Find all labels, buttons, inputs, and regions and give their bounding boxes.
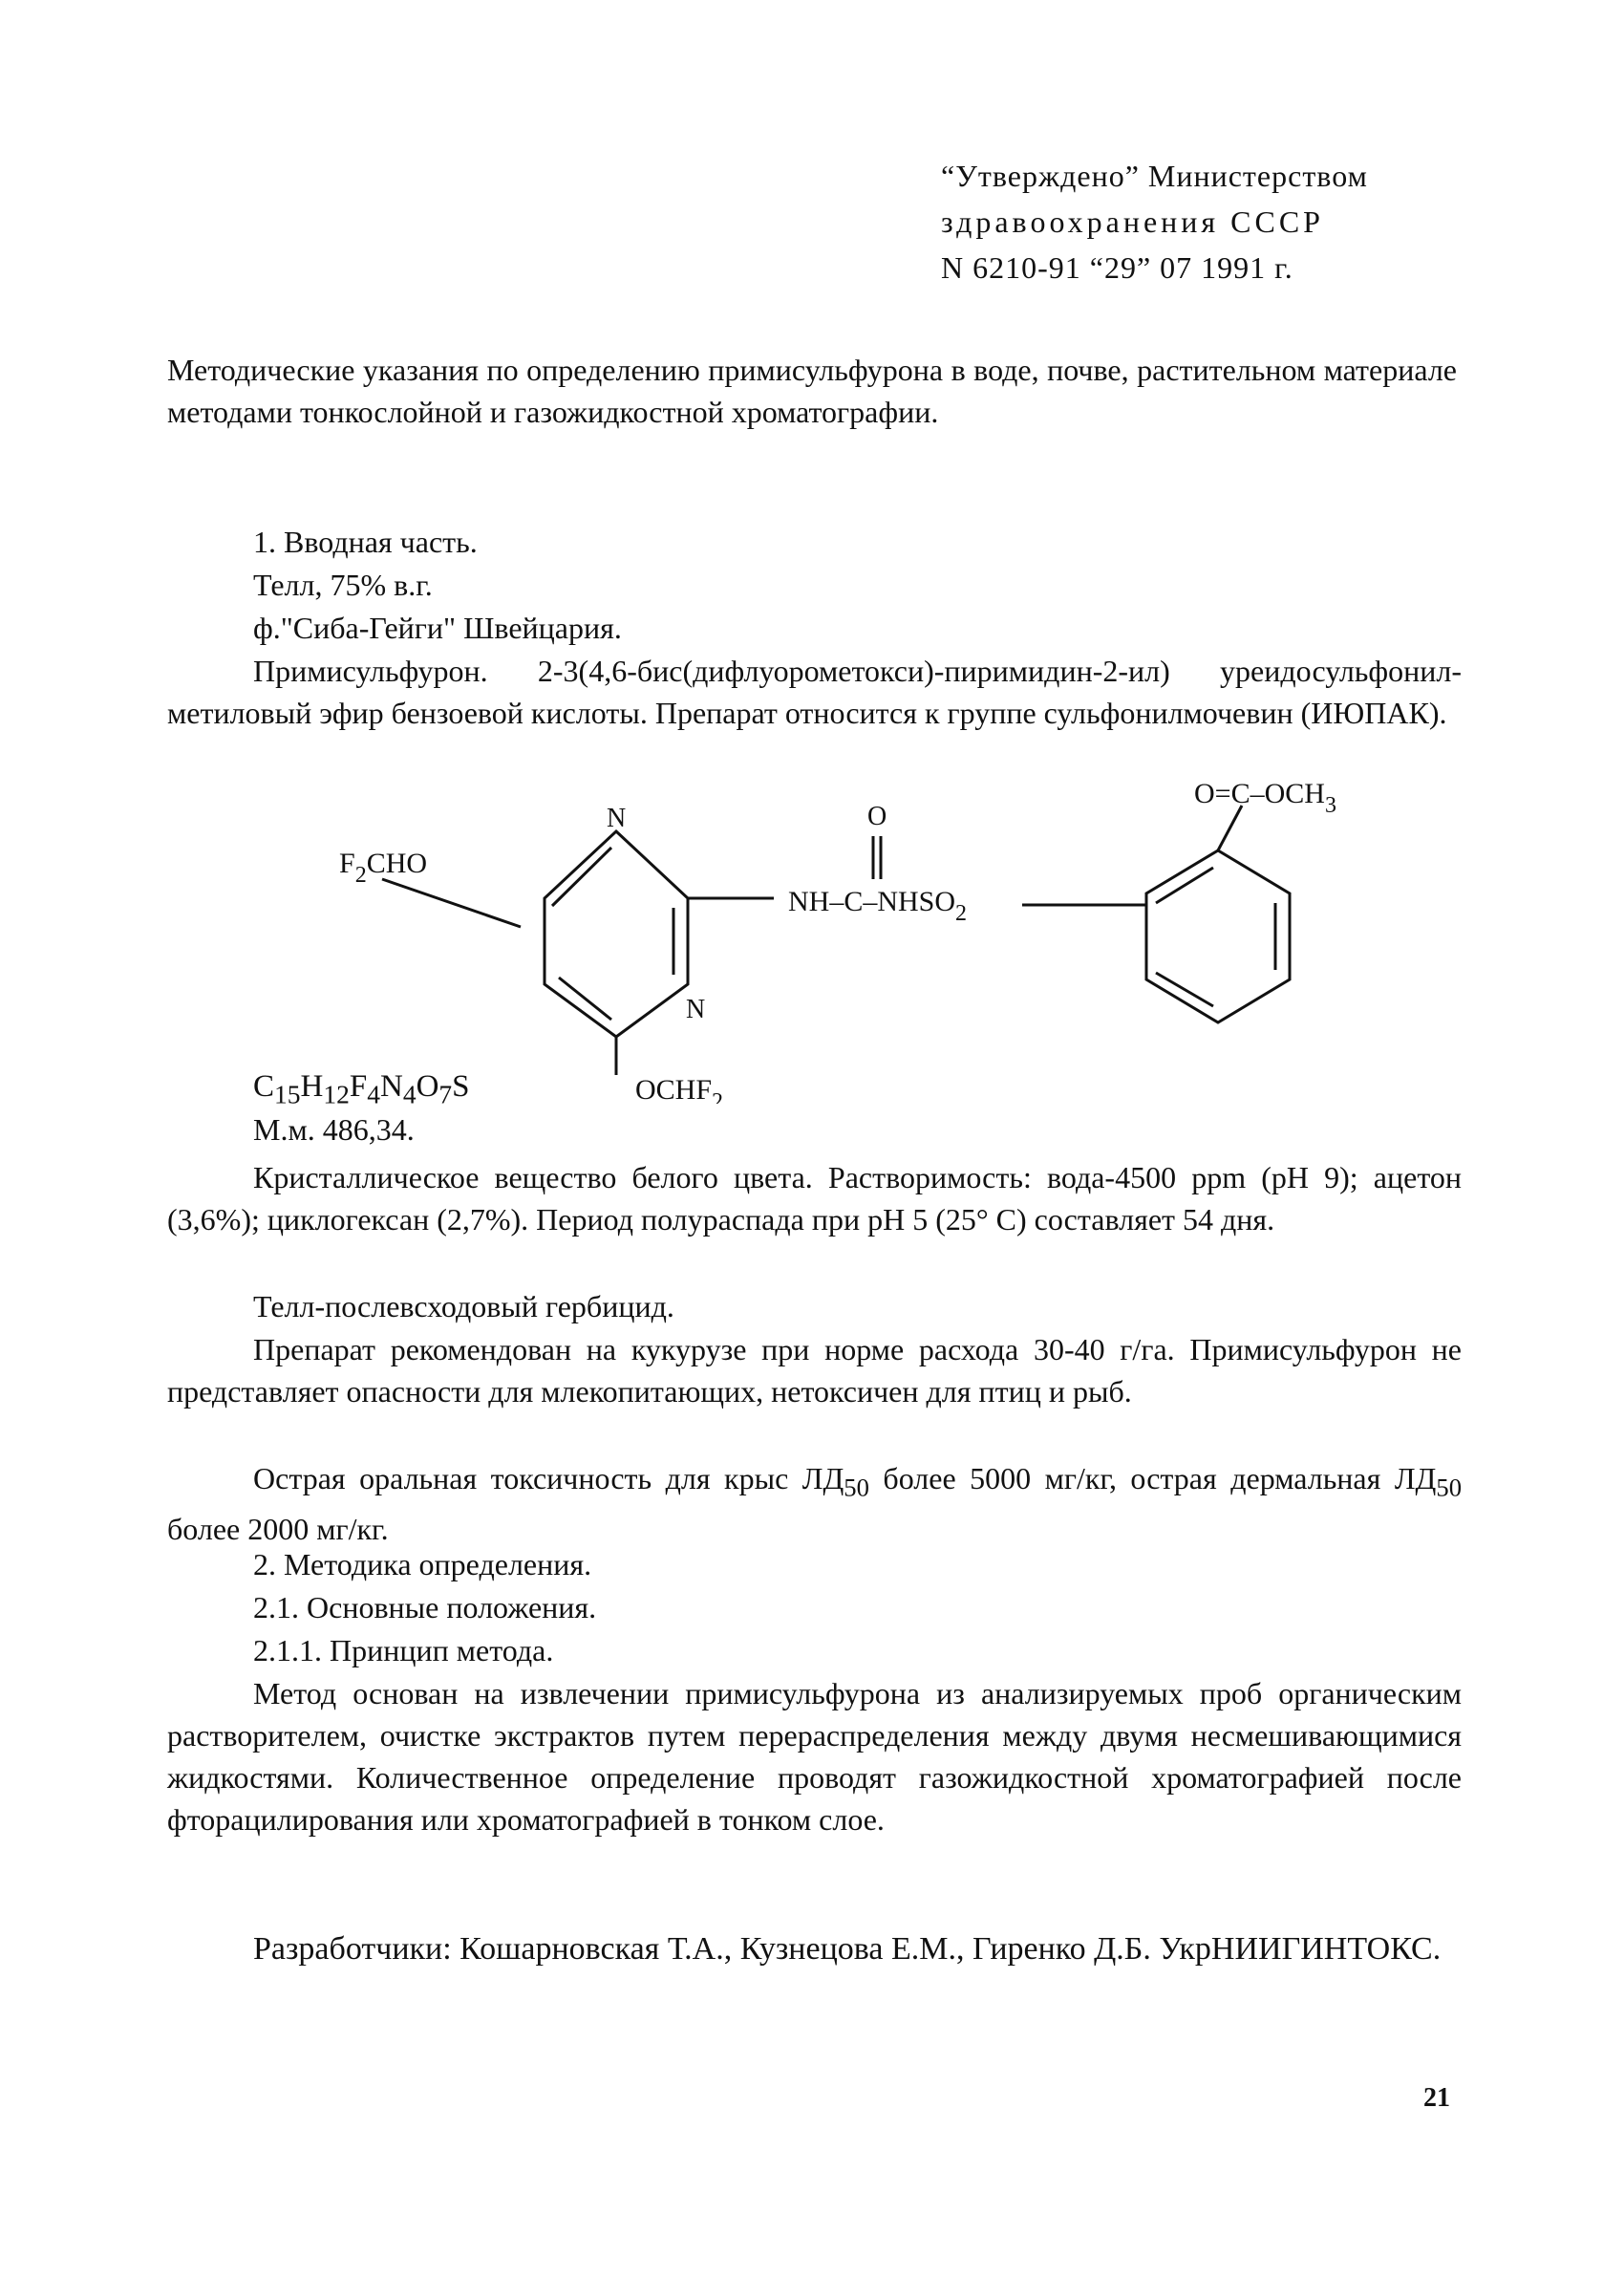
label-n-bottom: N (686, 995, 706, 1024)
label-carbonyl-o: O (867, 802, 887, 831)
pyrimidine-ring (545, 831, 688, 1037)
method-principle: Метод основан на извлечении примисульфурона из анализируемых проб органическим растворителем, очистке экстрактов путем перераспределения между двумя несмешивающимися жидкостями. Количественное определение проводят газожидкостной хроматографией после фторацилирования или хроматографией в тонком слое. (167, 1676, 1462, 1837)
page-number: 21 (1423, 2083, 1450, 2113)
document-title: Методические указания по определению примисульфурона в воде, почве, растительном материале методами тонкослойной и газожидкостной хроматографии. (167, 353, 1457, 429)
manufacturer: ф."Сиба-Гейги" Швейцария. (253, 611, 622, 645)
benzene-ring (1146, 850, 1290, 1022)
molecular-formula: $C_{15}H_{12}F_4N_4O_7S$ (253, 1069, 470, 1109)
application-recommendation: Препарат рекомендован на кукурузе при норме расхода 30-40 г/га. Примисульфурон не представляет опасности для млекопитающих, нетоксичен для птиц и рыб. (167, 1332, 1462, 1409)
bond-line (1218, 806, 1242, 850)
label-urea-bridge: $NH-C-NHSO_2$ (788, 886, 968, 926)
method-subheading: 2.1. Основные положения. (253, 1590, 597, 1624)
molar-mass: М.м. 486,34. (253, 1112, 415, 1147)
label-ochf2: $OCHF_2$ (635, 1074, 724, 1104)
herbicide-type: Телл-послевсходовый гербицид. (253, 1289, 674, 1323)
bond-double (1156, 868, 1213, 903)
approval-line-1: “Утверждено” Министерством (941, 159, 1368, 193)
structural-formula (306, 779, 1490, 1104)
method-heading: 2. Методика определения. (253, 1547, 592, 1581)
approval-line-2: здравоохранения СССР (941, 204, 1324, 239)
bond-line (382, 879, 521, 927)
toxicity-paragraph: Острая оральная токсичность для крыс $ЛД_{50}$ более 5000 мг/кг, острая дермальная $ЛД_{50}$ более 2000 мг/кг. (167, 1461, 1463, 1547)
physical-properties: Кристаллическое вещество белого цвета. Растворимость: вода-4500 ppm (pH 9); ацетон (3,6%); циклогексан (2,7%). Период полураспада при pH 5 (25° С) составляет 54 дня. (167, 1160, 1462, 1237)
approval-stamp (941, 153, 1476, 290)
structural-formula-drawing (306, 779, 1490, 1104)
trade-name: Телл, 75% в.г. (253, 568, 433, 602)
label-n-top: N (607, 804, 627, 833)
label-f2cho: $F_2CHO$ (339, 848, 428, 888)
bond-double (552, 848, 611, 906)
developers: Разработчики: Кошарновская Т.А., Кузнецова Е.М., Гиренко Д.Б. УкрНИИГИНТОКС. (253, 1931, 1442, 1967)
chemical-name: Примисульфурон. 2-3(4,6-бис(дифлуорометокси)-пиримидин-2-ил) уреидосульфонил-метиловый эфир бензоевой кислоты. Препарат относится к группе сульфонилмочевин (ИЮПАК). (167, 654, 1462, 730)
intro-heading: 1. Вводная часть. (253, 525, 478, 559)
approval-line-3: N 6210-91 “29” 07 1991 г. (941, 250, 1293, 285)
principle-heading: 2.1.1. Принцип метода. (253, 1633, 554, 1667)
label-ester-group: $O=C-OCH_3$ (1194, 779, 1336, 818)
